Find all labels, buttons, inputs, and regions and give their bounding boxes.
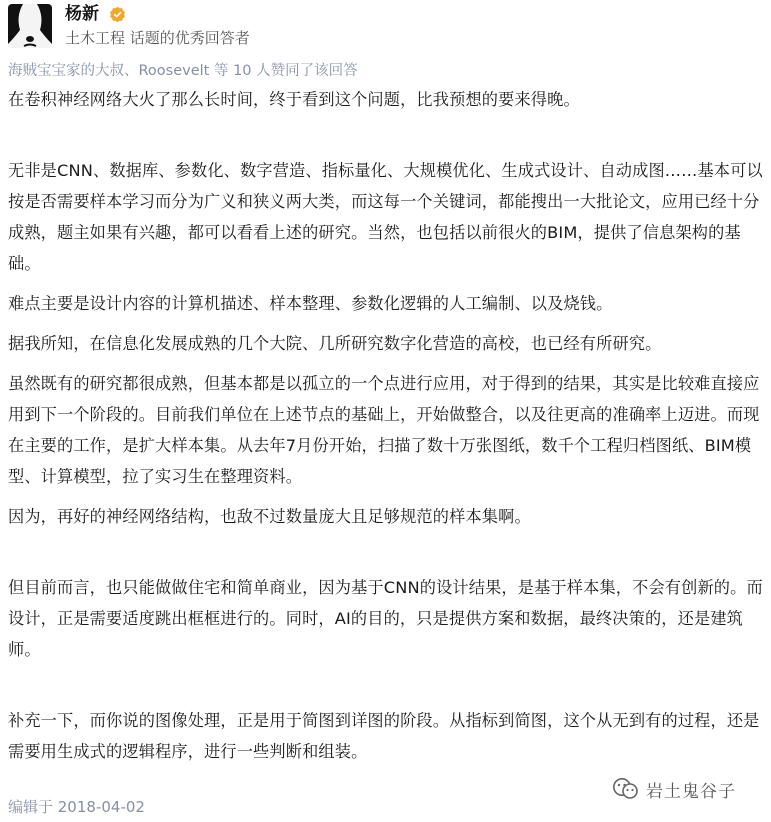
panda-face-icon xyxy=(8,4,52,48)
watermark xyxy=(612,774,736,804)
answer-paragraph: 补充一下，而你说的图像处理，正是用于简图到详图的阶段。从指标到简图，这个从无到有的过程，还是需要用生成式的逻辑程序，进行一些判断和组装。 xyxy=(8,711,760,761)
answer-paragraph: 在卷积神经网络大火了那么长时间，终于看到这个问题，比我预想的要来得晚。 xyxy=(8,90,580,109)
author-name[interactable]: 杨新 xyxy=(65,4,99,24)
excellent-answerer-badge-icon xyxy=(109,6,126,23)
voters-summary[interactable]: 海贼宝宝家的大叔、Roosevelt 等 10 人赞同了该回答 xyxy=(8,63,358,79)
blank-line xyxy=(8,674,766,705)
answer-paragraph: 据我所知，在信息化发展成熟的几个大院、几所研究数字化营造的高校，也已经有所研究。 xyxy=(8,334,662,353)
blank-line xyxy=(8,124,766,155)
answer-content xyxy=(8,84,766,776)
edited-timestamp[interactable]: 编辑于 2018-04-02 xyxy=(8,798,145,816)
answer-paragraph: 但目前而言，也只能做做住宅和简单商业，因为基于CNN的设计结果，是基于样本集，不会有创新的。而设计，正是需要适度跳出框框进行的。同时，AI的目的，只是提供方案和数据，最终决策的，还是建筑师。 xyxy=(8,578,763,659)
answer-paragraph: 难点主要是设计内容的计算机描述、样本整理、参数化逻辑的人工编制、以及烧钱。 xyxy=(8,294,613,313)
answer-author-header xyxy=(8,2,768,52)
author-bio: 土木工程 话题的优秀回答者 xyxy=(65,29,250,47)
answer-paragraph: 虽然既有的研究都很成熟，但基本都是以孤立的一个点进行应用，对于得到的结果，其实是比较难直接应用到下一个阶段的。目前我们单位在上述节点的基础上，开始做整合，以及往更高的准确率上迈进。而现在主要的工作，是扩大样本集。从去年7月份开始，扫描了数十万张图纸，数千个工程归档图纸、BIM模型、计算模型，拉了实习生在整理资料。 xyxy=(8,374,760,486)
answer-paragraph: 因为，再好的神经网络结构，也敌不过数量庞大且足够规范的样本集啊。 xyxy=(8,507,531,526)
blank-line xyxy=(8,541,766,572)
author-avatar[interactable] xyxy=(8,4,52,48)
answer-paragraph: 无非是CNN、数据库、参数化、数字营造、指标量化、大规模优化、生成式设计、自动成图……基本可以按是否需要样本学习而分为广义和狭义两大类，而这每一个关键词，都能搜出一大批论文，应用已经十分成熟，题主如果有兴趣，都可以看看上述的研究。当然，也包括以前很火的BIM，提供了信息架构的基础。 xyxy=(8,161,763,273)
watermark-text: 岩土鬼谷子 xyxy=(646,781,736,802)
wechat-official-account-icon xyxy=(612,777,640,801)
